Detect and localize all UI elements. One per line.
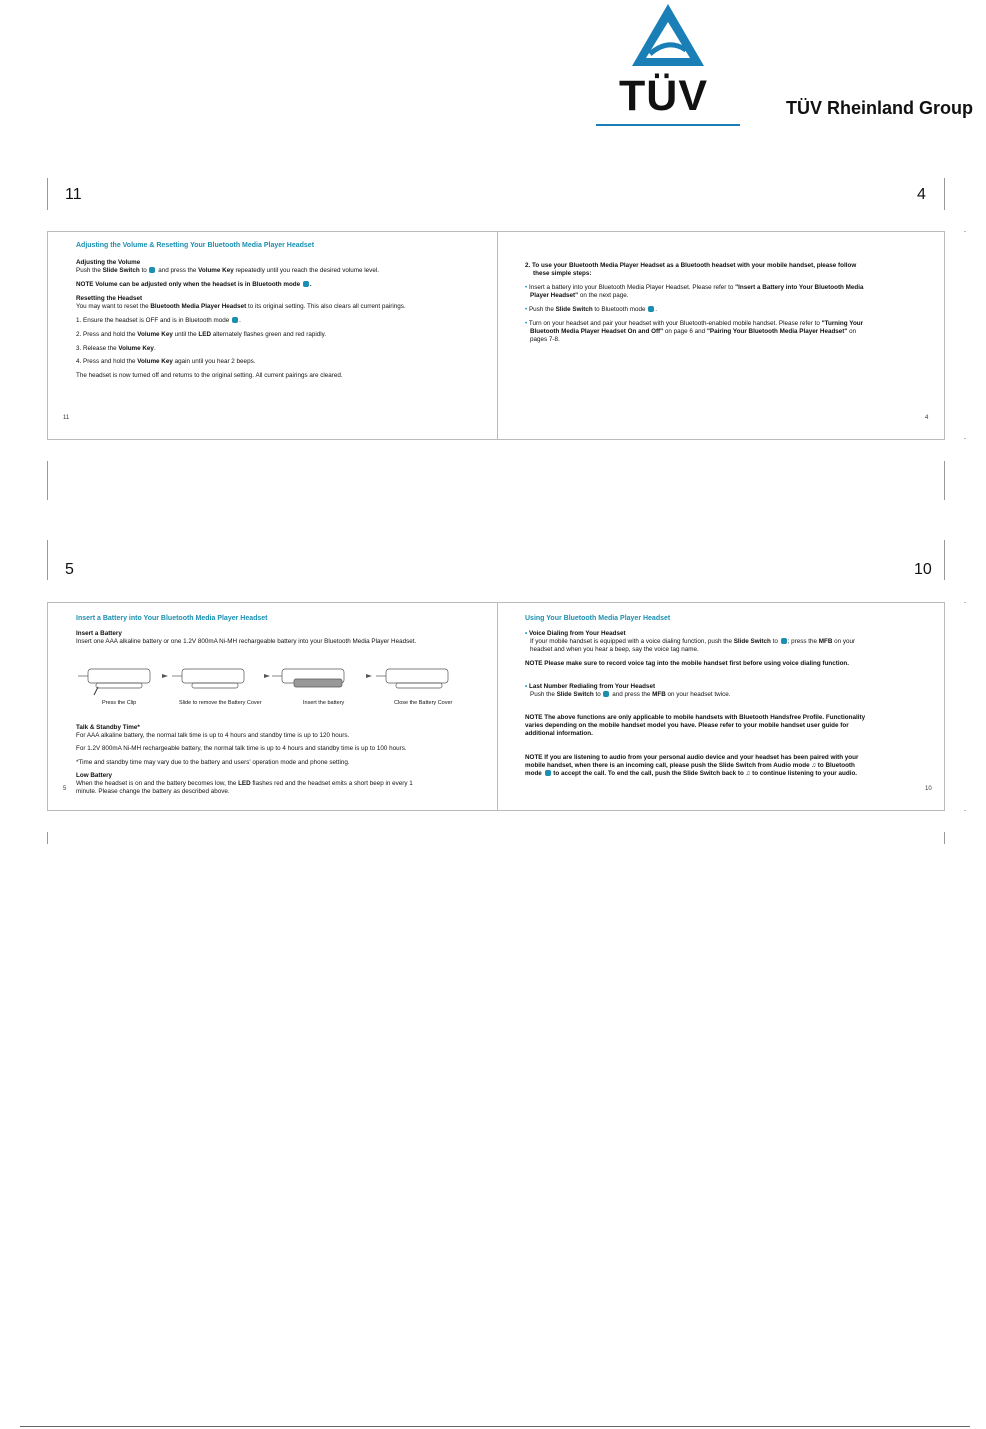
paragraph: Push the Slide Switch to and press the Volume Key repeatedly until you reach the desired volume level. — [76, 267, 379, 274]
step: 1. Ensure the headset is OFF and is in Bluetooth mode . — [76, 317, 241, 324]
paragraph: For AAA alkaline battery, the normal talk time is up to 4 hours and standby time is up to 120 hours. — [76, 732, 350, 739]
bluetooth-icon — [781, 638, 787, 644]
heading: 2. To use your Bluetooth Media Player Headset as a Bluetooth headset with your mobile handset, please follow — [525, 262, 857, 269]
note: additional information. — [525, 730, 593, 737]
note: NOTE Volume can be adjusted only when the headset is in Bluetooth mode . — [76, 281, 312, 288]
subheading: Resetting the Headset — [76, 295, 143, 302]
paragraph: When the headset is on and the battery becomes low, the LED flashes red and the headset emits a short beep in every 1 — [76, 780, 413, 787]
page-11 — [48, 232, 498, 439]
page-5 — [48, 603, 498, 810]
paragraph: If your mobile handset is equipped with a voice dialing function, push the Slide Switch to ; press the MFB on your — [530, 638, 856, 645]
paragraph: *Time and standby time may vary due to the battery and users' operation mode and phone setting. — [76, 759, 350, 766]
subheading: Low Battery — [76, 772, 113, 779]
page-4 — [497, 232, 944, 439]
footer-page-number: 10 — [925, 786, 932, 792]
paragraph: Push the Slide Switch to and press the MFB on your headset twice. — [530, 691, 731, 698]
page-bottom-rule — [20, 1426, 970, 1427]
section-title: Adjusting the Volume & Resetting Your Bluetooth Media Player Headset — [76, 242, 315, 249]
paragraph: minute. Please change the battery as described above. — [76, 788, 230, 795]
subheading: Talk & Standby Time* — [76, 724, 140, 731]
note: mode to accept the call. To end the call, push the Slide Switch back to ♫ to continue listening to your audio. — [525, 770, 858, 777]
heading: these simple steps: — [533, 270, 592, 277]
caption: Close the Battery Cover — [394, 700, 453, 706]
subheading: • Voice Dialing from Your Headset — [525, 630, 626, 637]
crop-mark — [944, 832, 945, 844]
crop-tick — [964, 602, 966, 603]
bluetooth-icon — [648, 306, 654, 312]
bluetooth-icon — [149, 267, 155, 273]
page-spread-1 — [47, 231, 945, 440]
subheading: Adjusting the Volume — [76, 259, 141, 266]
page-number-bottom-right: 10 — [914, 561, 932, 578]
subheading: • Last Number Redialing from Your Headset — [525, 683, 656, 690]
crop-tick — [964, 810, 966, 811]
bullet-cont: Bluetooth Media Player Headset On and Off" on page 6 and "Pairing Your Bluetooth Media Player Headset" on — [530, 328, 857, 335]
subheading: Insert a Battery — [76, 630, 122, 637]
bluetooth-icon — [232, 317, 238, 323]
bullet: • Insert a battery into your Bluetooth Media Player Headset. Please refer to "Insert a Battery into Your Bluetooth Media — [525, 284, 864, 291]
page-spread-2 — [47, 602, 945, 811]
crop-mark — [944, 540, 945, 580]
paragraph: headset and when you hear a beep, say the voice tag name. — [530, 646, 699, 653]
step: 4. Press and hold the Volume Key again until you hear 2 beeps. — [76, 358, 256, 365]
crop-mark — [944, 178, 945, 210]
crop-mark — [47, 178, 48, 210]
bullet-cont: pages 7-8. — [530, 336, 560, 343]
crop-tick — [964, 231, 966, 232]
caption: Insert the battery — [303, 700, 345, 706]
page-number-top-right: 4 — [917, 186, 926, 203]
battery-steps-illustration-icon — [74, 661, 474, 699]
crop-tick — [964, 438, 966, 439]
note: mobile handset, when there is an incoming call, please push the Slide Switch from Audio mode ♫ to Bluetooth — [525, 762, 855, 769]
note: NOTE Please make sure to record voice tag into the mobile handset first before using voice dialing function. — [525, 660, 850, 667]
crop-mark — [47, 832, 48, 844]
tuv-wordmark: TÜV — [619, 72, 708, 120]
page-number-top-left: 11 — [65, 186, 82, 203]
note: NOTE If you are listening to audio from your personal audio device and your headset has been paired with your — [525, 754, 859, 761]
bullet: • Turn on your headset and pair your headset with your Bluetooth-enabled mobile handset. Please refer to "Turning Your — [525, 320, 864, 327]
footer-page-number: 5 — [63, 786, 67, 792]
note: varies depending on the mobile handset model you have. Please refer to your mobile handset user guide for — [525, 722, 849, 729]
section-title: Insert a Battery into Your Bluetooth Media Player Headset — [76, 615, 268, 622]
bluetooth-icon — [545, 770, 551, 776]
page-10 — [497, 603, 944, 810]
tuv-group-name: TÜV Rheinland Group — [786, 98, 973, 118]
bullet-cont: Player Headset" on the next page. — [530, 292, 629, 299]
footer-page-number: 4 — [925, 415, 929, 421]
page-number-bottom-left: 5 — [65, 561, 74, 578]
logo-rule — [596, 124, 740, 126]
crop-mark — [944, 461, 945, 500]
section-title: Using Your Bluetooth Media Player Headset — [525, 615, 671, 622]
bluetooth-icon — [603, 691, 609, 697]
crop-mark — [47, 461, 48, 500]
paragraph: For 1.2V 800mA Ni-MH rechargeable battery, the normal talk time is up to 4 hours and standby time is up to 100 hours. — [76, 745, 407, 752]
note: NOTE The above functions are only applicable to mobile handsets with Bluetooth Handsfree Profile. Functionality — [525, 714, 866, 721]
bluetooth-icon — [303, 281, 309, 287]
tuv-triangle-logo-icon — [628, 2, 708, 72]
footer-page-number: 11 — [63, 415, 70, 421]
caption: Press the Clip — [102, 700, 137, 706]
bullet: • Push the Slide Switch to Bluetooth mode . — [525, 306, 658, 313]
paragraph: You may want to reset the Bluetooth Media Player Headset to its original setting. This also clears all current pairings. — [76, 303, 406, 310]
crop-mark — [47, 540, 48, 580]
step: 3. Release the Volume Key. — [76, 345, 156, 352]
caption: Slide to remove the Battery Cover — [179, 700, 262, 706]
paragraph: The headset is now turned off and returns to the original setting. All current pairings are cleared. — [76, 372, 343, 379]
paragraph: Insert one AAA alkaline battery or one 1.2V 800mA Ni-MH rechargeable battery into your Bluetooth Media Player Headset. — [76, 638, 417, 645]
step: 2. Press and hold the Volume Key until the LED alternately flashes green and red rapidly. — [76, 331, 327, 338]
